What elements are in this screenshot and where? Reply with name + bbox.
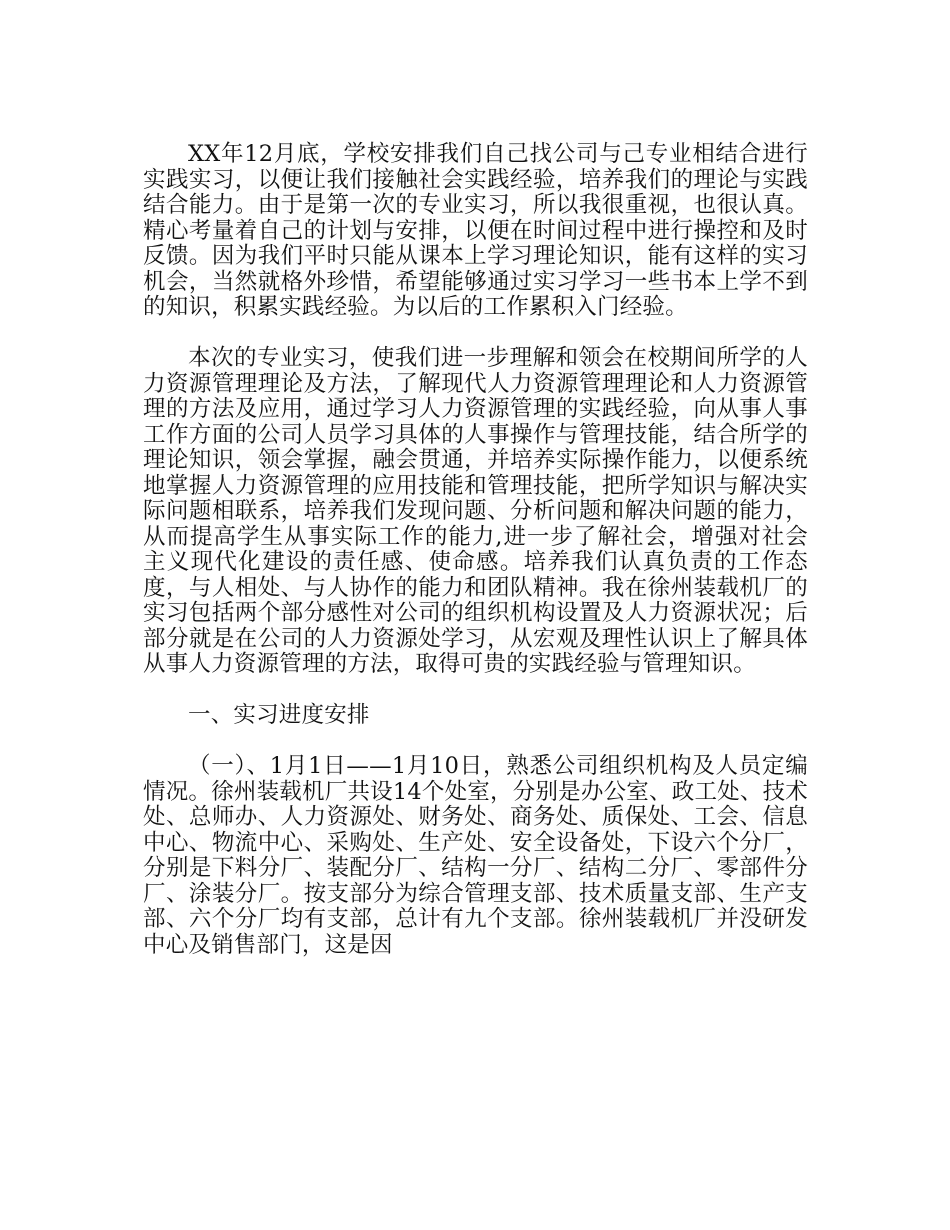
document-body: [143, 142, 808, 984]
schedule-paragraph: （一）、1月1日——1月10日，熟悉公司组织机构及人员定编情况。徐州装载机厂共设14个处室，分别是办公室、政工处、技术处、总师办、人力资源处、财务处、商务处、质保处、工会、信息中心、物流中心、采购处、生产处、安全设备处，下设六个分厂，分别是下料分厂、装配分厂、结构一分厂、结构二分厂、零部件分厂、涂装分厂。按支部分为综合管理支部、技术质量支部、生产支部、六个分厂均有支部，总计有九个支部。徐州装载机厂并没研发中心及销售部门，这是因: [143, 753, 808, 958]
section-heading: 一、实习进度安排: [188, 702, 370, 728]
purpose-paragraph: 本次的专业实习，使我们进一步理解和领会在校期间所学的人力资源管理理论及方法，了解现代人力资源管理理论和人力资源管理的方法及应用，通过学习人力资源管理的实践经验，向从事人事工作方面的公司人员学习具体的人事操作与管理技能，结合所学的理论知识，领会掌握，融会贯通，并培养实际操作能力，以便系统地掌握人力资源管理的应用技能和管理技能，把所学知识与解决实际问题相联系，培养我们发现问题、分析问题和解决问题的能力，从而提高学生从事实际工作的能力,进一步了解社会，增强对社会主义现代化建设的责任感、使命感。培养我们认真负责的工作态度，与人相处、与人协作的能力和团队精神。我在徐州装载机厂的实习包括两个部分感性对公司的组织机构设置及人力资源状况；后部分就是在公司的人力资源处学习，从宏观及理性认识上了解具体从事人力资源管理的方法，取得可贵的实践经验与管理知识。: [143, 345, 808, 677]
intro-paragraph: XX年12月底，学校安排我们自己找公司与己专业相结合进行实践实习，以便让我们接触社会实践经验，培养我们的理论与实践结合能力。由于是第一次的专业实习，所以我很重视，也很认真。精心考量着自己的计划与安排，以便在时间过程中进行操控和及时反馈。因为我们平时只能从课本上学习理论知识，能有这样的实习机会，当然就格外珍惜，希望能够通过实习学习一些书本上学不到的知识，积累实践经验。为以后的工作累积入门经验。: [143, 141, 808, 320]
